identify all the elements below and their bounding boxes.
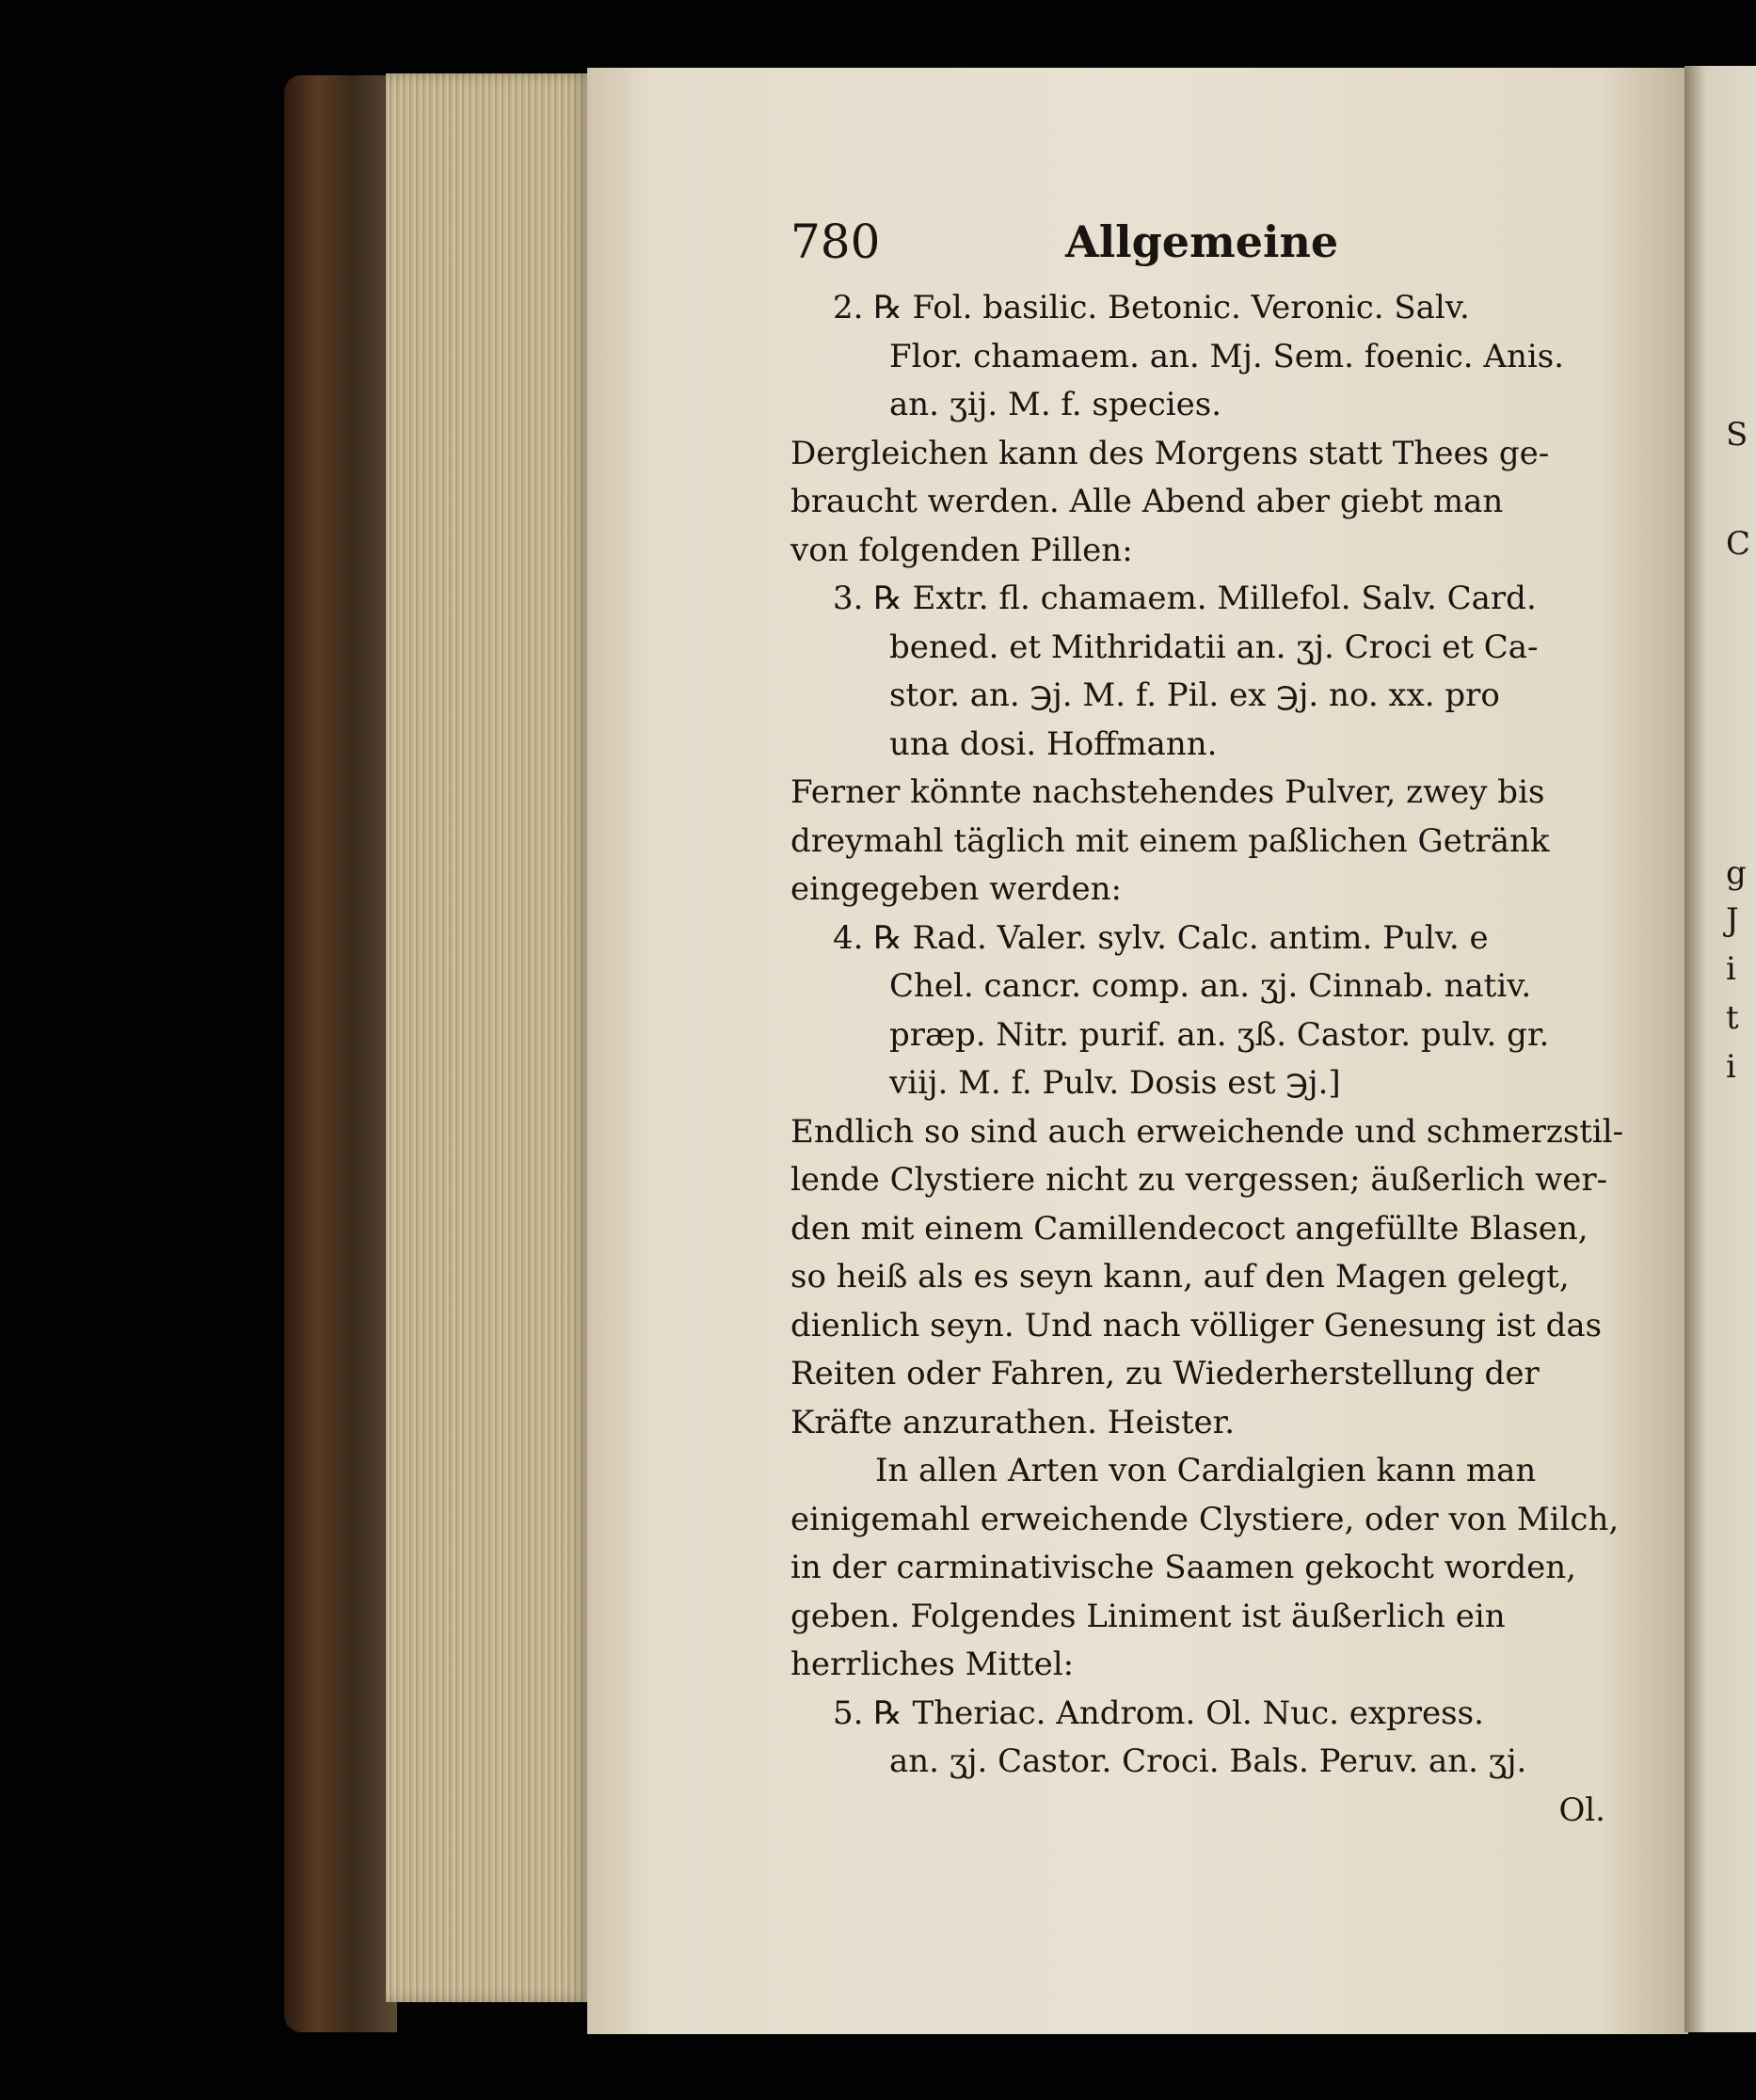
text-line: einigemahl erweichende Clystiere, oder von Milch, [790,1500,1620,1538]
text-line: in der carminativische Saamen gekocht worden, [790,1549,1576,1586]
text-line: so heiß als es seyn kann, auf den Magen gelegt, [790,1258,1570,1296]
page-header [790,215,1619,284]
next-page-fragment: i [1726,950,1736,988]
text-line: an. ʒij. M. f. species. [889,386,1222,423]
text-line: Reiten oder Fahren, zu Wiederherstellung der [790,1355,1540,1392]
text-line: Chel. cancr. comp. an. ʒj. Cinnab. nativ. [889,967,1532,1005]
right-page-edge [1684,66,1756,2032]
text-line: Kräfte anzurathen. Heister. [790,1403,1235,1441]
text-line: viij. M. f. Pulv. Dosis est ℈j.] [889,1064,1341,1102]
next-page-fragment: i [1726,1048,1736,1086]
text-line: 4. ℞ Rad. Valer. sylv. Calc. antim. Pulv. e [833,918,1489,957]
text-line: Dergleichen kann des Morgens statt Thees ge- [790,434,1550,472]
text-line: von folgenden Pillen: [790,531,1133,569]
text-line: Endlich so sind auch erweichende und schmerzstil- [790,1112,1624,1151]
next-page-fragment: g [1726,854,1747,892]
next-page-fragment: J [1726,901,1739,939]
next-page-fragment: S [1726,416,1748,453]
running-head: Allgemeine [1065,216,1339,267]
text-line: Ol. [1558,1790,1605,1829]
text-line: bened. et Mithridatii an. ʒj. Croci et Ca- [889,628,1539,666]
text-line: 2. ℞ Fol. basilic. Betonic. Veronic. Salv. [833,289,1470,326]
text-line: eingegeben werden: [790,870,1122,908]
text-line: dienlich seyn. Und nach völliger Genesung ist das [790,1306,1603,1344]
text-line: den mit einem Camillendecoct angefüllte Blasen, [790,1209,1588,1248]
text-line: præp. Nitr. purif. an. ʒß. Castor. pulv. gr. [889,1015,1550,1054]
text-line: braucht werden. Alle Abend aber giebt man [790,483,1504,520]
next-page-fragment: t [1726,999,1739,1037]
page-number: 780 [790,215,881,269]
page-text [790,215,1624,1835]
text-lines [790,284,1624,1835]
text-line: 5. ℞ Theriac. Androm. Ol. Nuc. express. [833,1694,1484,1732]
text-line: 3. ℞ Extr. fl. chamaem. Millefol. Salv. Card. [833,580,1537,617]
text-line: Ferner könnte nachstehendes Pulver, zwey bis [790,773,1545,811]
text-line: Flor. chamaem. an. Mj. Sem. foenic. Anis. [889,337,1564,375]
text-line: herrliches Mittel: [790,1646,1075,1683]
text-line: an. ʒj. Castor. Croci. Bals. Peruv. an. ʒj. [889,1742,1527,1780]
text-line: dreymahl täglich mit einem paßlichen Getränk [790,821,1550,860]
text-line: una dosi. Hoffmann. [889,724,1218,763]
text-line: geben. Folgendes Liniment ist äußerlich ein [790,1597,1506,1635]
page-edges [386,73,591,2002]
text-line: stor. an. ℈j. M. f. Pil. ex ℈j. no. xx. pro [889,676,1500,714]
text-line: lende Clystiere nicht zu vergessen; äußerlich wer- [790,1161,1608,1199]
text-line: In allen Arten von Cardialgien kann man [875,1452,1537,1489]
book-binding [284,75,397,2032]
next-page-fragment: C [1726,525,1751,563]
